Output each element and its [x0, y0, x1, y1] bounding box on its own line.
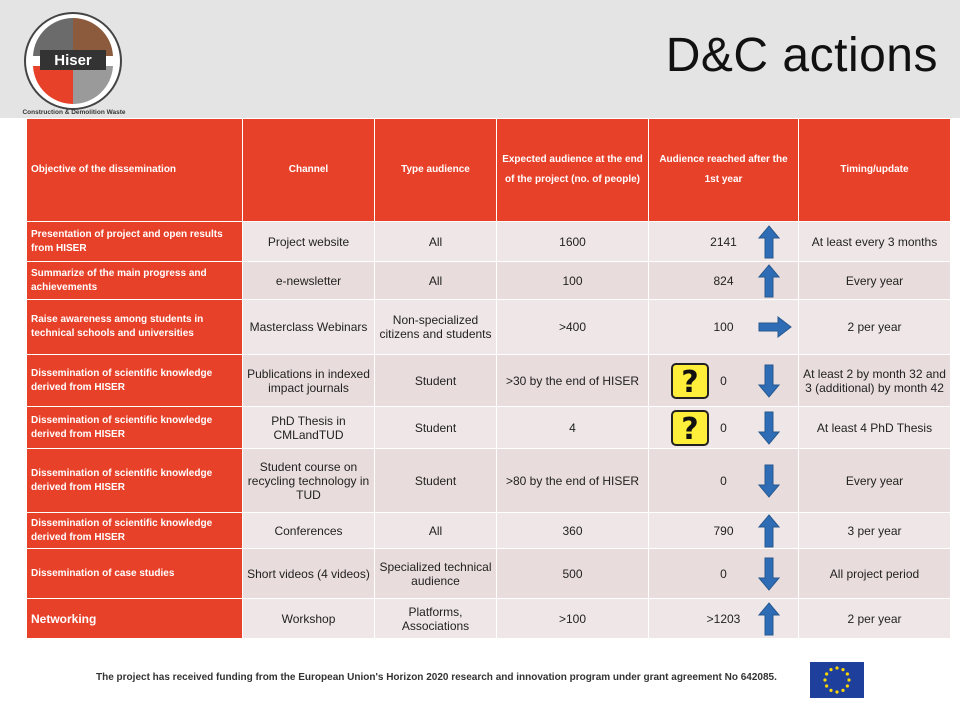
channel-cell: Masterclass Webinars — [243, 300, 375, 355]
channel-cell: Short videos (4 videos) — [243, 549, 375, 599]
eu-star-icon — [846, 672, 849, 675]
table-row — [27, 599, 951, 639]
reached-value: 0 — [720, 566, 727, 581]
svg-text:?: ? — [681, 411, 699, 446]
audience-type-cell: Student — [375, 449, 497, 513]
reached-value: 790 — [713, 523, 734, 538]
arrow-down-icon — [758, 364, 780, 398]
objective-cell: Summarize of the main progress and achievements — [27, 262, 243, 300]
timing-cell: 3 per year — [799, 513, 951, 549]
table-row — [27, 355, 951, 407]
objective-cell: Dissemination of scientific knowledge derived from HISER — [27, 513, 243, 549]
eu-star-icon — [841, 689, 844, 692]
funding-note: The project has received funding from the European Union's Horizon 2020 research and innovation program under grant agreement No 642085. — [96, 672, 777, 683]
channel-cell: Publications in indexed impact journals — [243, 355, 375, 407]
channel-cell: e-newsletter — [243, 262, 375, 300]
audience-type-cell: All — [375, 513, 497, 549]
table-row — [27, 222, 951, 262]
arrow-down-icon — [758, 464, 780, 498]
eu-star-icon — [841, 668, 844, 671]
question-mark-icon — [671, 410, 709, 446]
expected-audience-cell: >100 — [497, 599, 649, 639]
audience-type-cell: All — [375, 262, 497, 300]
audience-reached-cell — [649, 549, 799, 599]
objective-cell: Networking — [27, 599, 243, 639]
audience-type-cell: Specialized technical audience — [375, 549, 497, 599]
expected-audience-cell: >30 by the end of HISER — [497, 355, 649, 407]
timing-cell: All project period — [799, 549, 951, 599]
arrow-down-icon — [758, 557, 780, 591]
objective-cell: Raise awareness among students in technical schools and universities — [27, 300, 243, 355]
timing-cell: At least 4 PhD Thesis — [799, 407, 951, 449]
expected-audience-cell: 1600 — [497, 222, 649, 262]
timing-cell: Every year — [799, 262, 951, 300]
header-channel: Channel — [243, 119, 375, 222]
logo-tagline: Construction & Demolition Waste — [22, 109, 126, 116]
audience-reached-cell — [649, 407, 799, 449]
header-audience-reached: Audience reached after the 1st year — [649, 119, 799, 222]
expected-audience-cell: 100 — [497, 262, 649, 300]
svg-text:?: ? — [681, 364, 699, 399]
table-row — [27, 449, 951, 513]
reached-value: 100 — [713, 320, 734, 334]
expected-audience-cell: >400 — [497, 300, 649, 355]
eu-star-icon — [835, 690, 838, 693]
arrow-down-icon — [758, 411, 780, 445]
eu-star-icon — [846, 684, 849, 687]
expected-audience-cell: 360 — [497, 513, 649, 549]
eu-star-icon — [829, 668, 832, 671]
channel-cell: PhD Thesis in CMLandTUD — [243, 407, 375, 449]
table-row — [27, 513, 951, 549]
eu-star-icon — [823, 678, 826, 681]
channel-cell: Workshop — [243, 599, 375, 639]
audience-reached-cell — [649, 355, 799, 407]
audience-type-cell: Student — [375, 407, 497, 449]
question-mark-icon — [671, 363, 709, 399]
reached-value: 0 — [720, 473, 727, 488]
objective-cell: Dissemination of scientific knowledge derived from HISER — [27, 407, 243, 449]
eu-star-icon — [825, 672, 828, 675]
arrow-right-icon — [758, 316, 792, 338]
timing-cell: Every year — [799, 449, 951, 513]
reached-value: 0 — [720, 373, 727, 388]
table-row — [27, 549, 951, 599]
dc-actions-table — [26, 118, 951, 639]
eu-star-icon — [835, 666, 838, 669]
eu-flag-icon — [810, 662, 864, 698]
header-expected-audience: Expected audience at the end of the project (no. of people) — [497, 119, 649, 222]
header-objective: Objective of the dissemination — [27, 119, 243, 222]
reached-value: 824 — [713, 273, 734, 288]
header-type-audience: Type audience — [375, 119, 497, 222]
channel-cell: Conferences — [243, 513, 375, 549]
arrow-up-icon — [758, 514, 780, 548]
arrow-up-icon — [758, 225, 780, 259]
audience-type-cell: All — [375, 222, 497, 262]
audience-reached-cell — [649, 262, 799, 300]
objective-cell: Dissemination of scientific knowledge derived from HISER — [27, 449, 243, 513]
objective-cell: Dissemination of scientific knowledge derived from HISER — [27, 355, 243, 407]
channel-cell: Student course on recycling technology in TUD — [243, 449, 375, 513]
audience-type-cell: Non-specialized citizens and students — [375, 300, 497, 355]
reached-value: 0 — [720, 420, 727, 435]
slide-title: D&C actions — [665, 29, 938, 82]
arrow-up-icon — [758, 602, 780, 636]
audience-reached-cell — [649, 599, 799, 639]
audience-reached-cell — [649, 449, 799, 513]
audience-reached-cell — [649, 513, 799, 549]
table-row — [27, 300, 951, 355]
expected-audience-cell: 500 — [497, 549, 649, 599]
timing-cell: At least 2 by month 32 and 3 (additional) by month 42 — [799, 355, 951, 407]
arrow-up-icon — [758, 264, 780, 298]
timing-cell: At least every 3 months — [799, 222, 951, 262]
hiser-logo — [18, 6, 128, 116]
eu-star-icon — [829, 689, 832, 692]
audience-type-cell: Platforms, Associations — [375, 599, 497, 639]
audience-reached-cell — [649, 300, 799, 355]
channel-cell: Project website — [243, 222, 375, 262]
reached-value: 2141 — [710, 234, 737, 249]
expected-audience-cell: 4 — [497, 407, 649, 449]
timing-cell: 2 per year — [799, 599, 951, 639]
objective-cell: Dissemination of case studies — [27, 549, 243, 599]
audience-reached-cell — [649, 222, 799, 262]
header-timing: Timing/update — [799, 119, 951, 222]
table-row — [27, 262, 951, 300]
eu-star-icon — [825, 684, 828, 687]
table-row — [27, 407, 951, 449]
expected-audience-cell: >80 by the end of HISER — [497, 449, 649, 513]
eu-star-icon — [847, 678, 850, 681]
table-header-row — [27, 119, 951, 222]
logo-name: Hiser — [54, 52, 92, 69]
timing-cell: 2 per year — [799, 300, 951, 355]
audience-type-cell: Student — [375, 355, 497, 407]
objective-cell: Presentation of project and open results from HISER — [27, 222, 243, 262]
reached-value: >1203 — [706, 611, 741, 626]
